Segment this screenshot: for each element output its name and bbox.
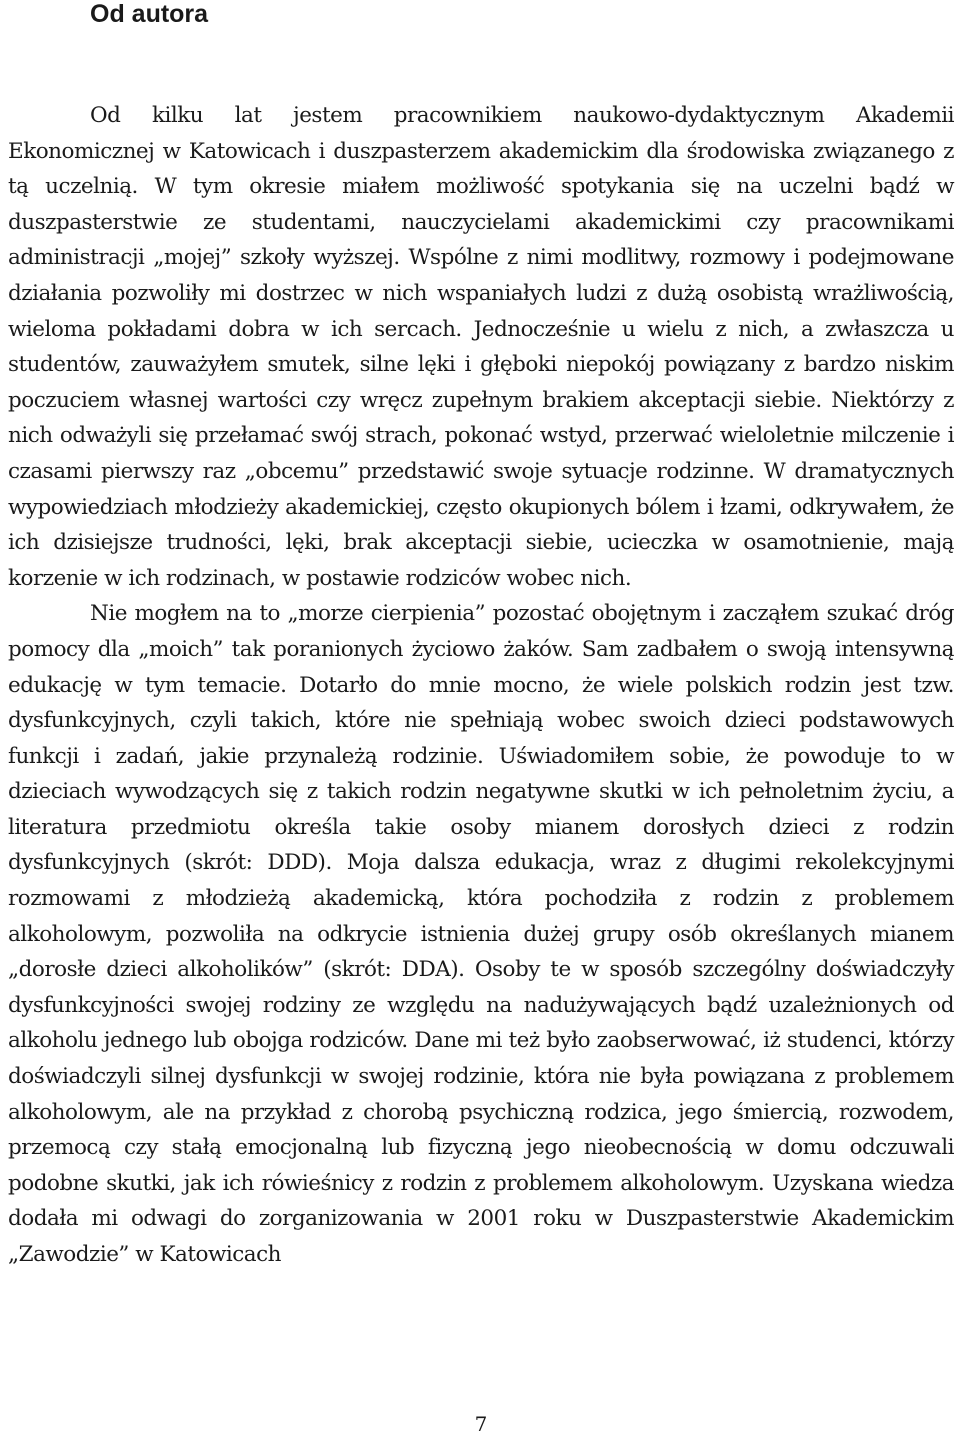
paragraph-2: Nie mogłem na to „morze cierpienia” pozostać obojętnym i zacząłem szukać dróg pomocy dla „moich” tak poranionych życiowo żaków. Sam zadbałem o swoją intensywną edukację w tym temacie. Dotarło do mnie mocno, że wiele polskich rodzin jest tzw. dysfunkcyjnych, czyli takich, które nie spełniają wobec swoich dzieci podstawowych funkcji i zadań, jakie przynależą rodzinie. Uświadomiłem sobie, że powoduje to w dzieciach wywodzących się z takich rodzin negatywne skutki w ich pełnoletnim życiu, a literatura przedmiotu określa takie osoby mianem dorosłych dzieci z rodzin dysfunkcyjnych (skrót: DDD). Moja dalsza edukacja, wraz z długimi rekolekcyjnymi rozmowami z młodzieżą akademicką, która pochodziła z rodzin z problemem alkoholowym, pozwoliła na odkrycie istnienia dużej grupy osób określanych mianem „dorosłe dzieci alkoholików” (skrót: DDA). Osoby te w sposób szczególny doświadczyły dysfunkcyjności swojej rodziny ze względu na nadużywających bądź uzależnionych od alkoholu jednego lub obojga rodziców. Dane mi też było zaobserwować, iż studenci, którzy doświadczyli silnej dysfunkcji w swojej rodzinie, która nie była powiązana z problemem alkoholowym, ale na przykład z chorobą psychiczną rodzica, jego śmiercią, rozwodem, przemocą czy stałą emocjonalną lub fizyczną jego nieobecnością w domu odczuwali podobne skutki, jak ich rówieśnicy z rodzin z problemem alkoholowym. Uzyskana wiedza dodała mi odwagi do zorganizowania w 2001 roku w Duszpasterstwie Akademickim „Zawodzie” w Katowicach <box>8 601 954 1267</box>
chapter-heading: Od autora <box>90 0 209 28</box>
paragraph-1: Od kilku lat jestem pracownikiem naukowo-dydaktycznym Akademii Ekonomicznej w Katowicach i duszpasterzem akademickim dla środowiska związanego z tą uczelnią. W tym okresie miałem możliwość spotykania się na uczelni bądź w duszpasterstwie ze studentami, nauczycielami akademickimi czy pracownikami administracji „mojej” szkoły wyższej. Wspólne z nimi modlitwy, rozmowy i podejmowane działania pozwoliły mi dostrzec w nich wspaniałych ludzi z dużą osobistą wrażliwością, wieloma pokładami dobra w ich sercach. Jednocześnie u wielu z nich, a zwłaszcza u studentów, zauważyłem smutek, silne lęki i głęboki niepokój powiązany z bardzo niskim poczuciem własnej wartości czy wręcz zupełnym brakiem akceptacji siebie. Niektórzy z nich odważyli się przełamać swój strach, pokonać wstyd, przerwać wieloletnie milczenie i czasami pierwszy raz „obcemu” przedstawić swoje sytuacje rodzinne. W dramatycznych wypowiedziach młodzieży akademickiej, często okupionych bólem i łzami, odkrywałem, że ich dzisiejsze trudności, lęki, brak akceptacji siebie, ucieczka w osamotnienie, mają korzenie w ich rodzinach, w postawie rodziców wobec nich. <box>8 103 954 591</box>
page-number: 7 <box>474 1412 488 1436</box>
body-text <box>8 98 954 1273</box>
book-page <box>8 0 954 1437</box>
